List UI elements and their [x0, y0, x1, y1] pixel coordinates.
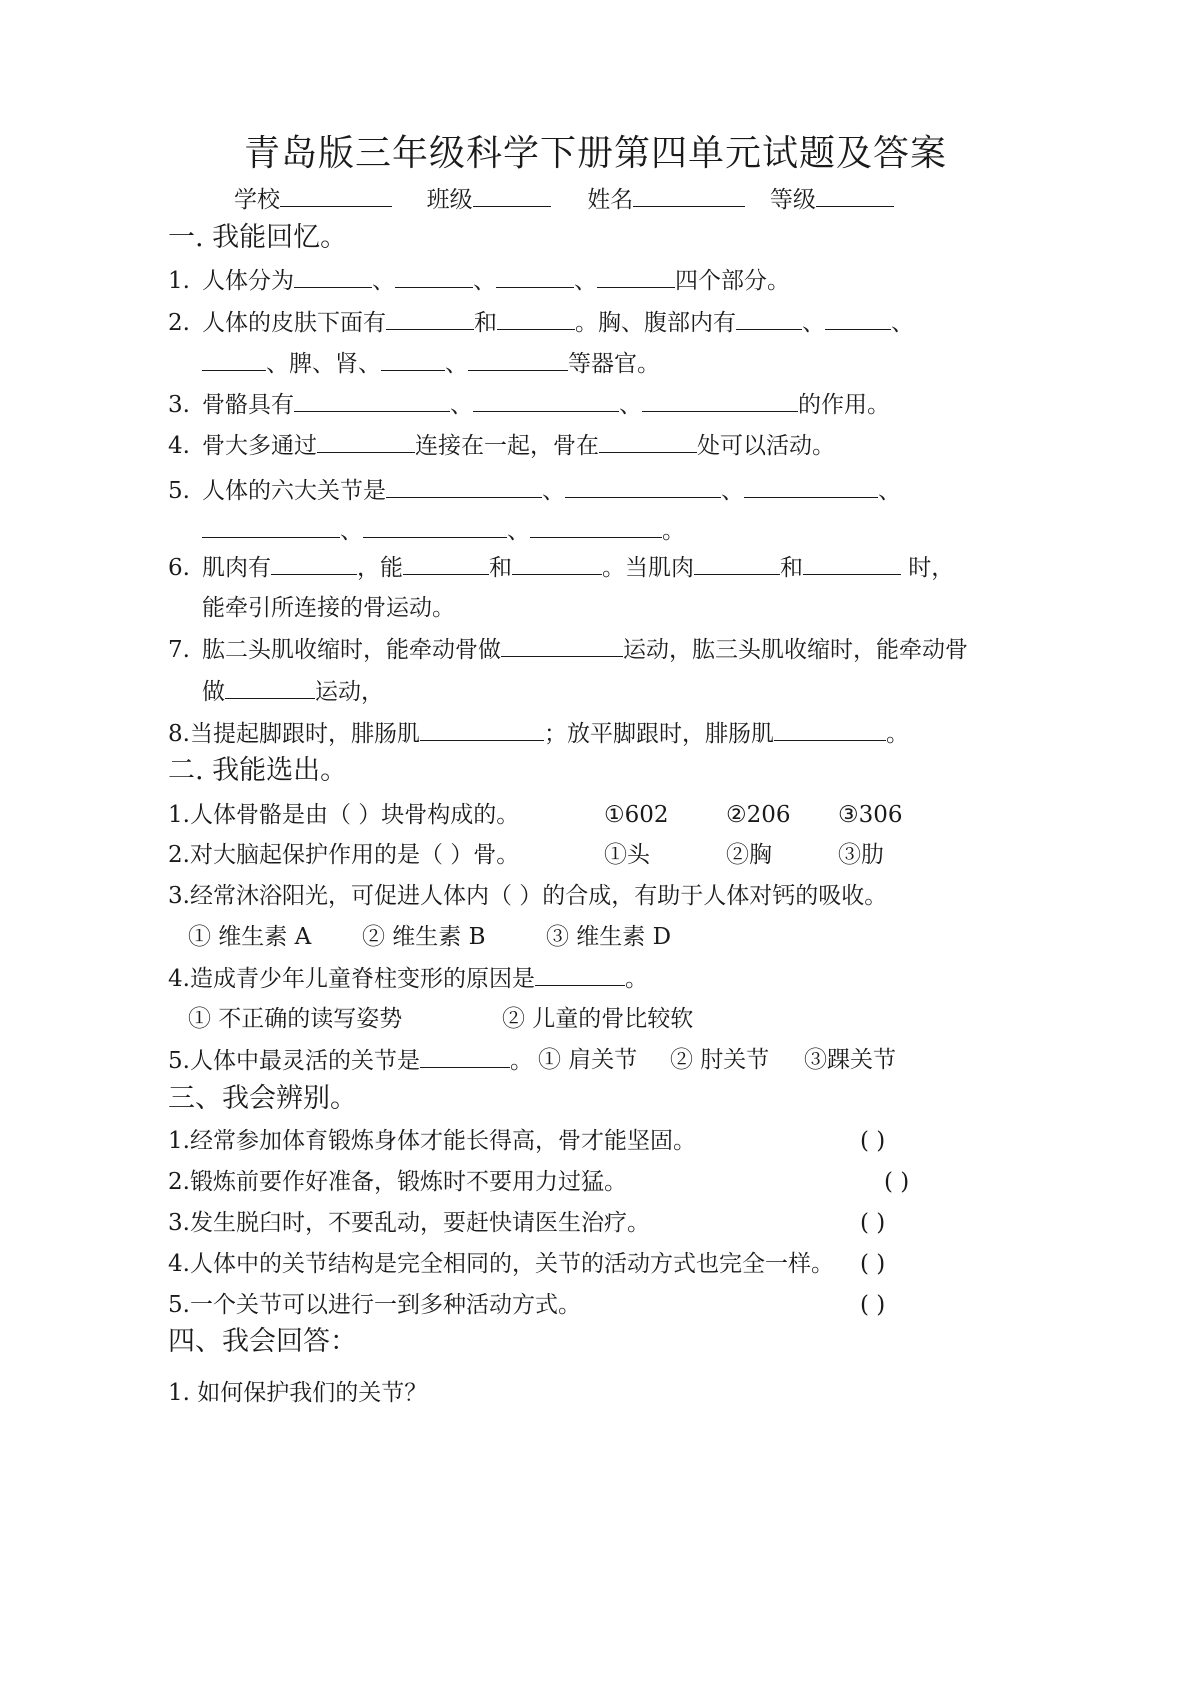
- blank[interactable]: [803, 552, 901, 575]
- s1-q8: 8.当提起脚跟时，腓肠肌 ；放平脚跟时，腓肠肌 。: [168, 718, 909, 749]
- blank[interactable]: [294, 265, 372, 288]
- s3-item-1: 1.经常参加体育锻炼身体才能长得高，骨才能坚固。: [168, 1128, 696, 1154]
- grade-blank[interactable]: [816, 184, 894, 207]
- blank[interactable]: [744, 475, 878, 498]
- s4-q1: 1. 如何保护我们的关节？: [168, 1380, 428, 1406]
- s1-q3: 3. 骨骼具有 、 、 的作用。: [168, 389, 890, 420]
- blank[interactable]: [825, 307, 891, 330]
- s1-q2: 2. 人体的皮肤下面有 和 。胸、腹部内有 、 、: [168, 307, 914, 338]
- s3-answer-2[interactable]: ( ): [884, 1169, 910, 1195]
- section-1-heading: 一. 我能回忆。: [168, 222, 348, 253]
- s2-q3-option-3[interactable]: ③ 维生素 D: [546, 924, 672, 950]
- s1-q7: 7. 肱二头肌收缩时，能牵动骨做 运动，肱三头肌收缩时，能牵动骨: [168, 634, 968, 665]
- s1-q5: 5. 人体的六大关节是 、 、 、: [168, 475, 901, 506]
- s1-q2-cont: 、脾、肾、 、 等器官。: [202, 348, 660, 379]
- s2-q3-option-1[interactable]: ① 维生素 A: [188, 924, 312, 950]
- school-label: 学校: [234, 187, 280, 213]
- s2-q3-option-2[interactable]: ② 维生素 B: [362, 924, 486, 950]
- blank[interactable]: [597, 265, 675, 288]
- blank[interactable]: [363, 515, 507, 538]
- blank[interactable]: [202, 515, 340, 538]
- section-4-heading: 四、我会回答：: [168, 1326, 357, 1357]
- s2-q4-option-1[interactable]: ① 不正确的读写姿势: [188, 1006, 403, 1032]
- blank[interactable]: [473, 389, 619, 412]
- s2-q4-option-2[interactable]: ② 儿童的骨比较软: [502, 1006, 694, 1032]
- s2-q4: 4.造成青少年儿童脊柱变形的原因是 。: [168, 963, 648, 994]
- grade-label: 等级: [769, 187, 816, 213]
- blank[interactable]: [512, 552, 602, 575]
- blank[interactable]: [420, 1045, 510, 1068]
- blank[interactable]: [497, 307, 575, 330]
- blank[interactable]: [774, 718, 886, 741]
- class-label: 班级: [426, 187, 473, 213]
- s2-q5-option-3[interactable]: ③踝关节: [804, 1047, 896, 1073]
- blank[interactable]: [202, 348, 266, 371]
- blank[interactable]: [294, 389, 450, 412]
- page-title: 青岛版三年级科学下册第四单元试题及答案: [243, 133, 947, 174]
- s3-item-3: 3.发生脱臼时，不要乱动，要赶快请医生治疗。: [168, 1210, 650, 1236]
- s2-q5-option-2[interactable]: ② 肘关节: [670, 1047, 770, 1073]
- blank[interactable]: [386, 307, 474, 330]
- blank[interactable]: [225, 676, 315, 699]
- s2-q1-option-1[interactable]: ①602: [604, 802, 669, 828]
- s3-answer-3[interactable]: ( ): [860, 1210, 886, 1236]
- s3-item-2: 2.锻炼前要作好准备，锻炼时不要用力过猛。: [168, 1169, 627, 1195]
- blank[interactable]: [317, 430, 415, 453]
- name-label: 姓名: [587, 187, 634, 213]
- s2-q1-option-2[interactable]: ②206: [726, 802, 791, 828]
- s2-q2-option-2[interactable]: ②胸: [726, 842, 772, 868]
- blank[interactable]: [599, 430, 697, 453]
- s2-q1-option-3[interactable]: ③306: [838, 802, 903, 828]
- blank[interactable]: [271, 552, 357, 575]
- blank[interactable]: [530, 515, 662, 538]
- s1-q1: 1. 人体分为 、 、 、 四个部分。: [168, 265, 790, 296]
- school-blank[interactable]: [280, 184, 392, 207]
- blank[interactable]: [565, 475, 721, 498]
- s1-q7-cont: 做 运动，: [202, 676, 384, 707]
- blank[interactable]: [535, 963, 625, 986]
- s1-q6-cont: 能牵引所连接的骨运动。: [202, 595, 455, 621]
- s1-q6: 6. 肌肉有 ，能 和 。当肌肉 和 时，: [168, 552, 954, 583]
- section-3-heading: 三、我会辨别。: [168, 1083, 357, 1114]
- blank[interactable]: [694, 552, 780, 575]
- s3-answer-5[interactable]: ( ): [860, 1292, 886, 1318]
- s2-q2-option-3[interactable]: ③肋: [838, 842, 884, 868]
- s3-answer-4[interactable]: ( ): [860, 1251, 886, 1277]
- s3-item-4: 4.人体中的关节结构是完全相同的，关节的活动方式也完全一样。: [168, 1251, 834, 1277]
- blank[interactable]: [381, 348, 445, 371]
- blank[interactable]: [386, 475, 542, 498]
- s1-q4: 4. 骨大多通过 连接在一起，骨在 处可以活动。: [168, 430, 835, 461]
- blank[interactable]: [420, 718, 544, 741]
- section-2-heading: 二. 我能选出。: [168, 755, 348, 786]
- s1-q5-cont: 、 、 。: [202, 515, 685, 546]
- header-fields: [234, 184, 894, 215]
- s2-q5: 5.人体中最灵活的关节是 。: [168, 1045, 533, 1076]
- s2-q2: 2.对大脑起保护作用的是（ ）骨。: [168, 842, 520, 868]
- name-blank[interactable]: [633, 184, 745, 207]
- s3-item-5: 5.一个关节可以进行一到多种活动方式。: [168, 1292, 581, 1318]
- blank[interactable]: [403, 552, 489, 575]
- s3-answer-1[interactable]: ( ): [860, 1128, 886, 1154]
- class-blank[interactable]: [473, 184, 551, 207]
- blank[interactable]: [501, 634, 623, 657]
- blank[interactable]: [395, 265, 473, 288]
- blank[interactable]: [642, 389, 798, 412]
- s2-q1: 1.人体骨骼是由（ ）块骨构成的。: [168, 802, 520, 828]
- s2-q2-option-1[interactable]: ①头: [604, 842, 650, 868]
- s2-q3: 3.经常沐浴阳光，可促进人体内（ ）的合成，有助于人体对钙的吸收。: [168, 883, 888, 909]
- blank[interactable]: [468, 348, 568, 371]
- s2-q5-option-1[interactable]: ① 肩关节: [538, 1047, 638, 1073]
- blank[interactable]: [496, 265, 574, 288]
- blank[interactable]: [736, 307, 802, 330]
